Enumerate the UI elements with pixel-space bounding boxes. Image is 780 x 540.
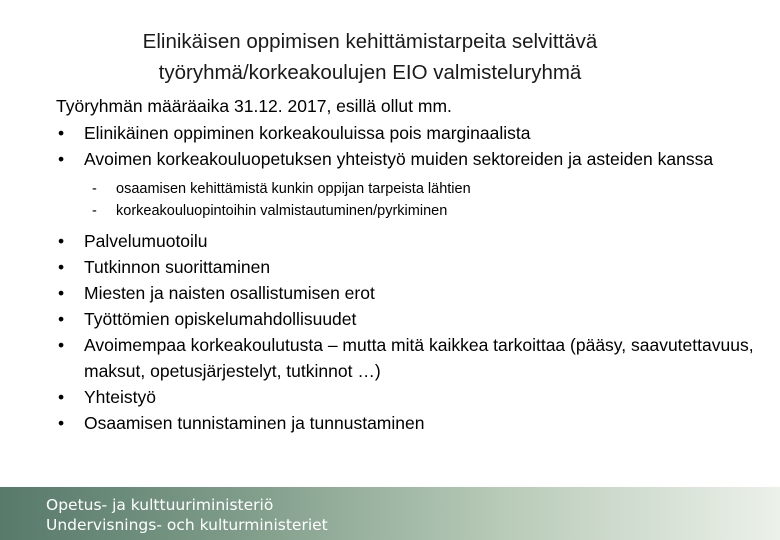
bullet-text: Palvelumuotoilu — [84, 231, 208, 251]
title-line-1: Elinikäisen oppimisen kehittämistarpeita selvittävä — [142, 30, 598, 53]
bullet-marker: • — [58, 149, 65, 169]
bullet-marker: • — [58, 283, 65, 303]
sub-bullet-text: osaamisen kehittämistä kunkin oppijan tarpeista lähtien — [116, 181, 471, 197]
ministry-footer-banner — [0, 487, 780, 540]
slide-body — [56, 92, 756, 436]
dash-marker: - — [92, 203, 97, 219]
title-line-2: työryhmä/korkeakoulujen EIO valmisteluryhmä — [158, 61, 582, 84]
bullet-marker: • — [58, 413, 65, 433]
bullet-item — [56, 146, 756, 172]
bullet-text: Osaamisen tunnistaminen ja tunnustaminen — [84, 413, 425, 433]
bullet-item — [56, 280, 756, 306]
bullet-marker: • — [58, 257, 65, 277]
ministry-name-swedish: Undervisnings- och kulturministeriet — [46, 516, 328, 534]
bullet-text: Työttömien opiskelumahdollisuudet — [84, 309, 357, 329]
bullet-item — [56, 384, 756, 410]
sub-bullet-text: korkeakouluopintoihin valmistautuminen/pyrkiminen — [116, 203, 448, 219]
intro-text: Työryhmän määräaika 31.12. 2017, esillä ollut mm. — [56, 96, 452, 116]
sub-bullet-item — [56, 200, 756, 222]
bullet-item — [56, 120, 756, 146]
ministry-name-finnish: Opetus- ja kulttuuriministeriö — [46, 496, 274, 514]
dash-marker: - — [92, 181, 97, 197]
bullet-item — [56, 228, 756, 254]
bullet-marker: • — [58, 231, 65, 251]
bullet-item — [56, 306, 756, 332]
bullet-text: Avoimempaa korkeakoulutusta – mutta mitä kaikkea tarkoittaa (pääsy, saavutettavuus, maksut, opetusjärjestelyt, tutkinnot …) — [84, 335, 754, 381]
sub-bullet-item — [56, 178, 756, 200]
sub-bullet-list — [56, 178, 756, 222]
bullet-text: Tutkinnon suorittaminen — [84, 257, 271, 277]
bullet-marker: • — [58, 387, 65, 407]
bullet-marker: • — [58, 335, 65, 355]
bullet-text: Elinikäinen oppiminen korkeakouluissa pois marginaalista — [84, 123, 531, 143]
bullet-text: Avoimen korkeakouluopetuksen yhteistyö muiden sektoreiden ja asteiden kanssa — [84, 149, 714, 169]
bullet-text: Miesten ja naisten osallistumisen erot — [84, 283, 375, 303]
bullet-item — [56, 410, 756, 436]
bullet-text: Yhteistyö — [84, 387, 156, 407]
bullet-marker: • — [58, 123, 65, 143]
bullet-item — [56, 254, 756, 280]
bullet-marker: • — [58, 309, 65, 329]
bullet-item — [56, 332, 756, 384]
slide-title — [0, 26, 740, 88]
